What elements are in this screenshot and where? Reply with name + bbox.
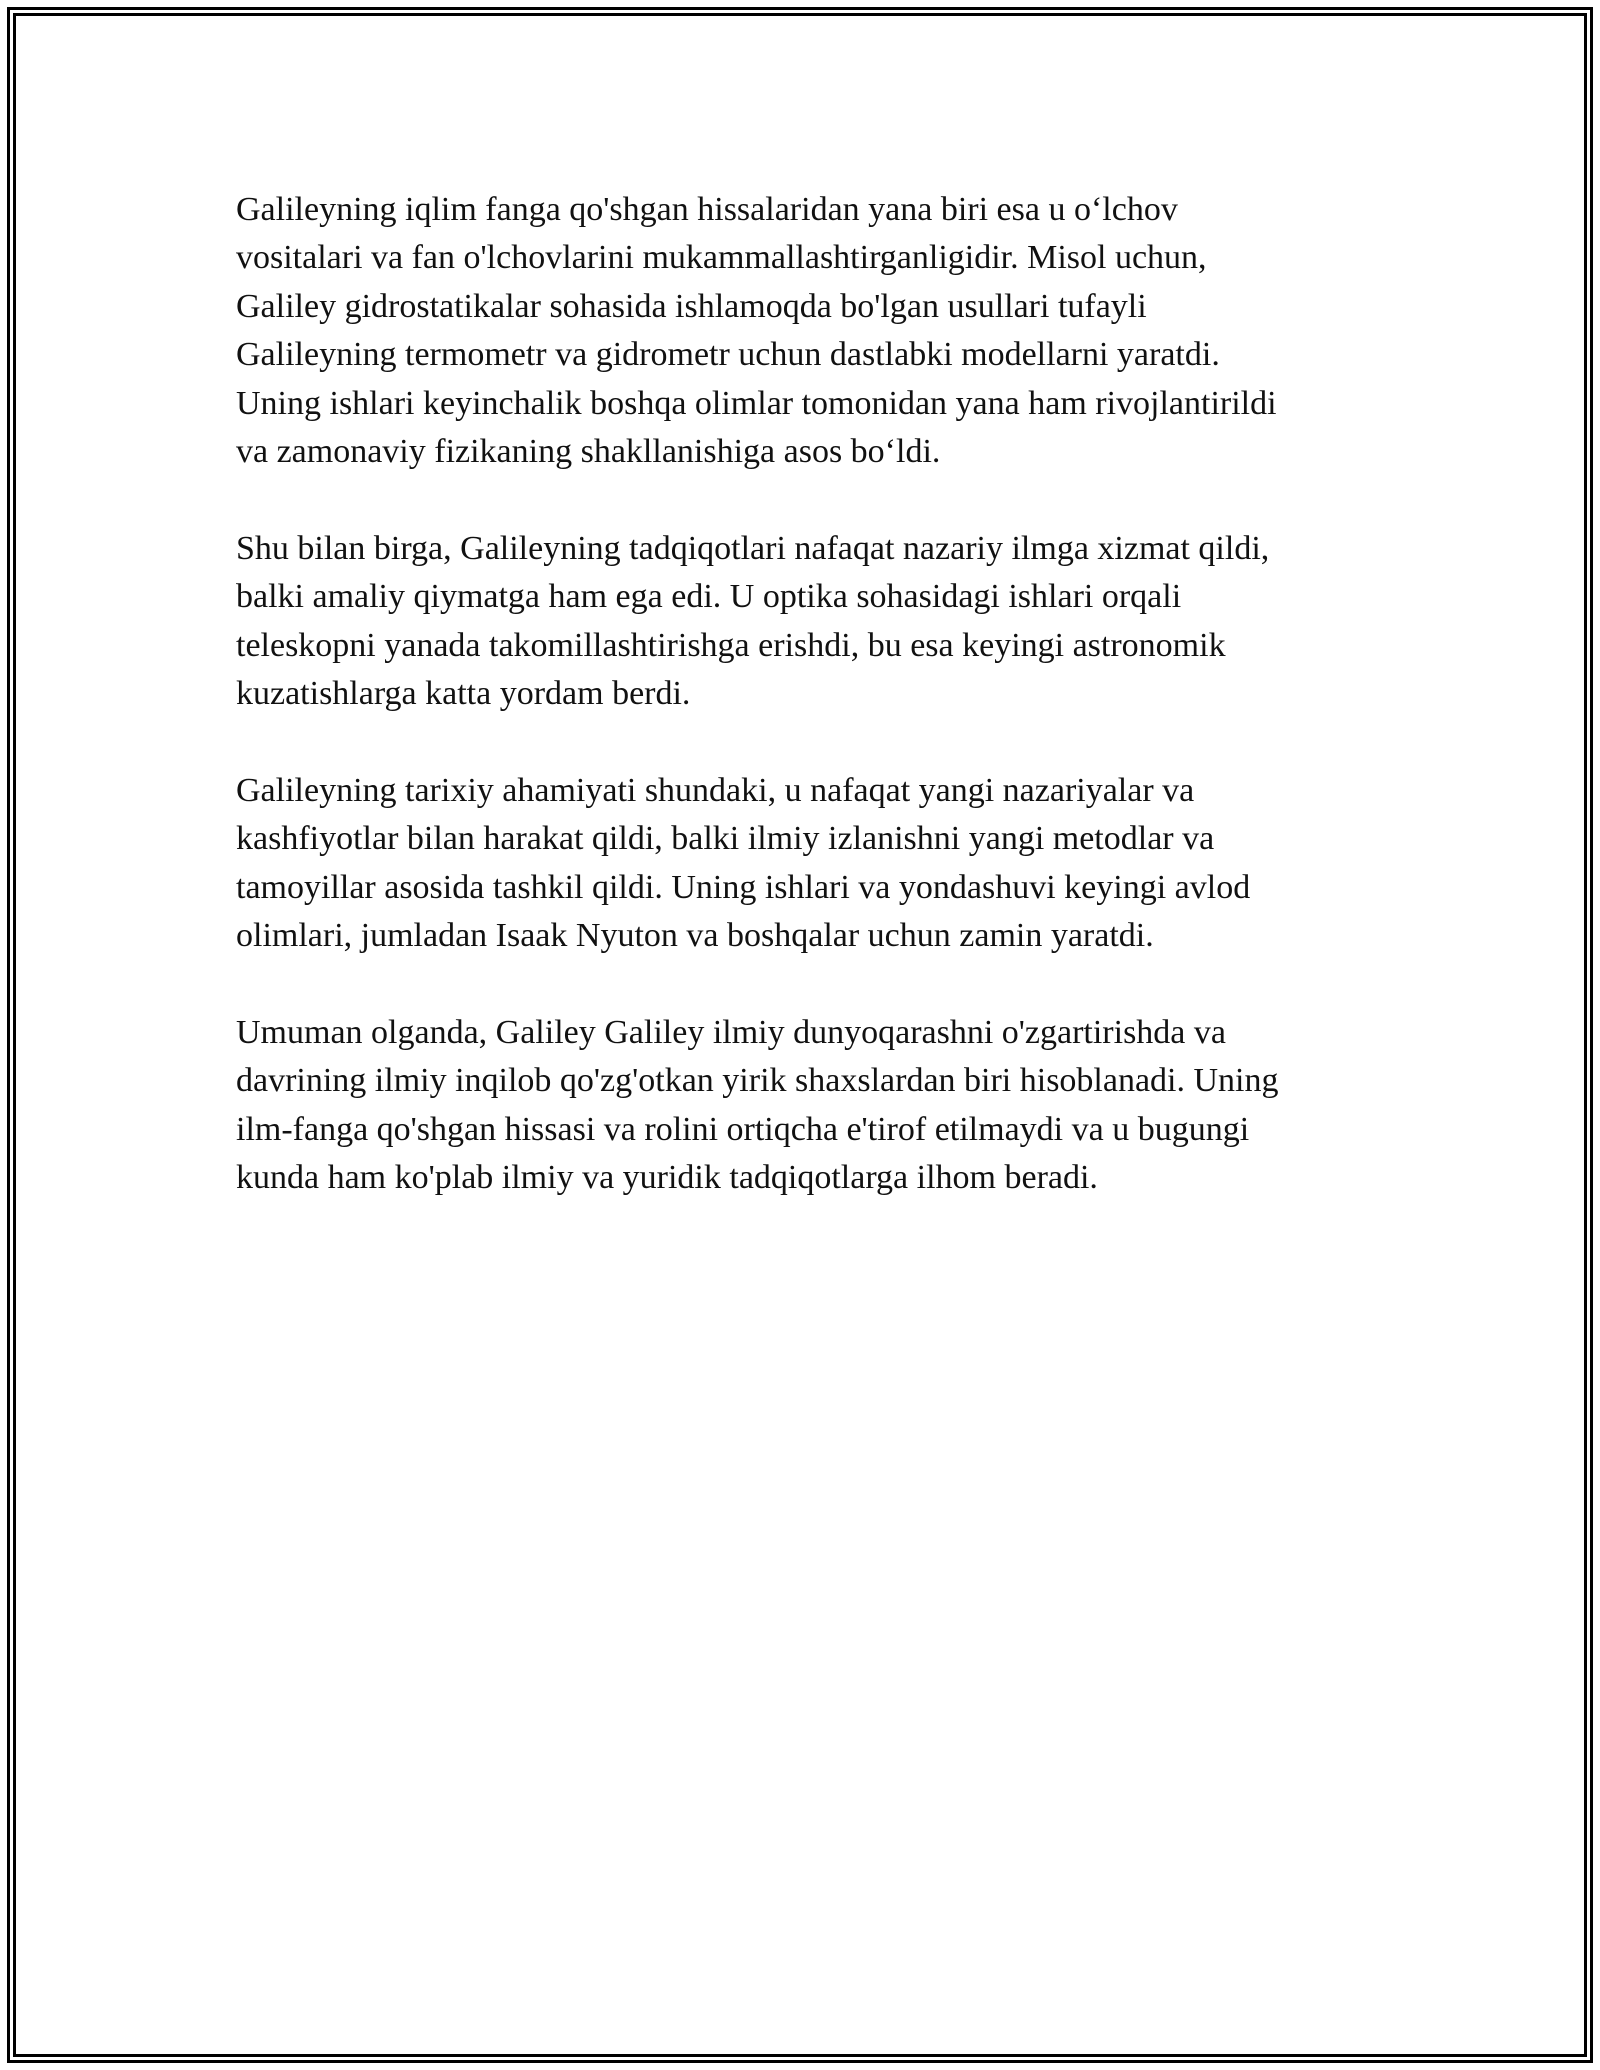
paragraph-1: Galileyning iqlim fanga qo'shgan hissalaridan yana biri esa u o‘lchov vositalari va fan o'lchovlarini mukammallashtirganligidir. Misol uchun, Galiley gidrostatikalar sohasida ishlamoqda bo'lgan usullari tufayli Galileyning termometr va gidrometr uchun dastlabki modellarni yaratdi. Uning ishlari keyinchalik boshqa olimlar tomonidan yana ham rivojlantirildi va zamonaviy fizikaning shakllanishiga asos bo‘ldi. bbox=[236, 191, 1277, 471]
document-body bbox=[236, 186, 1386, 1251]
paragraph-3: Galileyning tarixiy ahamiyati shundaki, u nafaqat yangi nazariyalar va kashfiyotlar bilan harakat qildi, balki ilmiy izlanishni yangi metodlar va tamoyillar asosida tashkil qildi. Uning ishlari va yondashuvi keyingi avlod olimlari, jumladan Isaak Nyuton va boshqalar uchun zamin yaratdi. bbox=[236, 771, 1251, 955]
paragraph-2: Shu bilan birga, Galileyning tadqiqotlari nafaqat nazariy ilmga xizmat qildi, balki amaliy qiymatga ham ega edi. U optika sohasidagi ishlari orqali teleskopni yanada takomillashtirishga erishdi, bu esa keyingi astronomik kuzatishlarga katta yordam berdi. bbox=[236, 529, 1270, 713]
paragraph-4: Umuman olganda, Galiley Galiley ilmiy dunyoqarashni o'zgartirishda va davrining ilmiy inqilob qo'zg'otkan yirik shaxslardan biri hisoblanadi. Uning ilm-fanga qo'shgan hissasi va rolini ortiqcha e'tirof etilmaydi va u bugungi kunda ham ko'plab ilmiy va yuridik tadqiqotlarga ilhom beradi. bbox=[236, 1013, 1279, 1197]
